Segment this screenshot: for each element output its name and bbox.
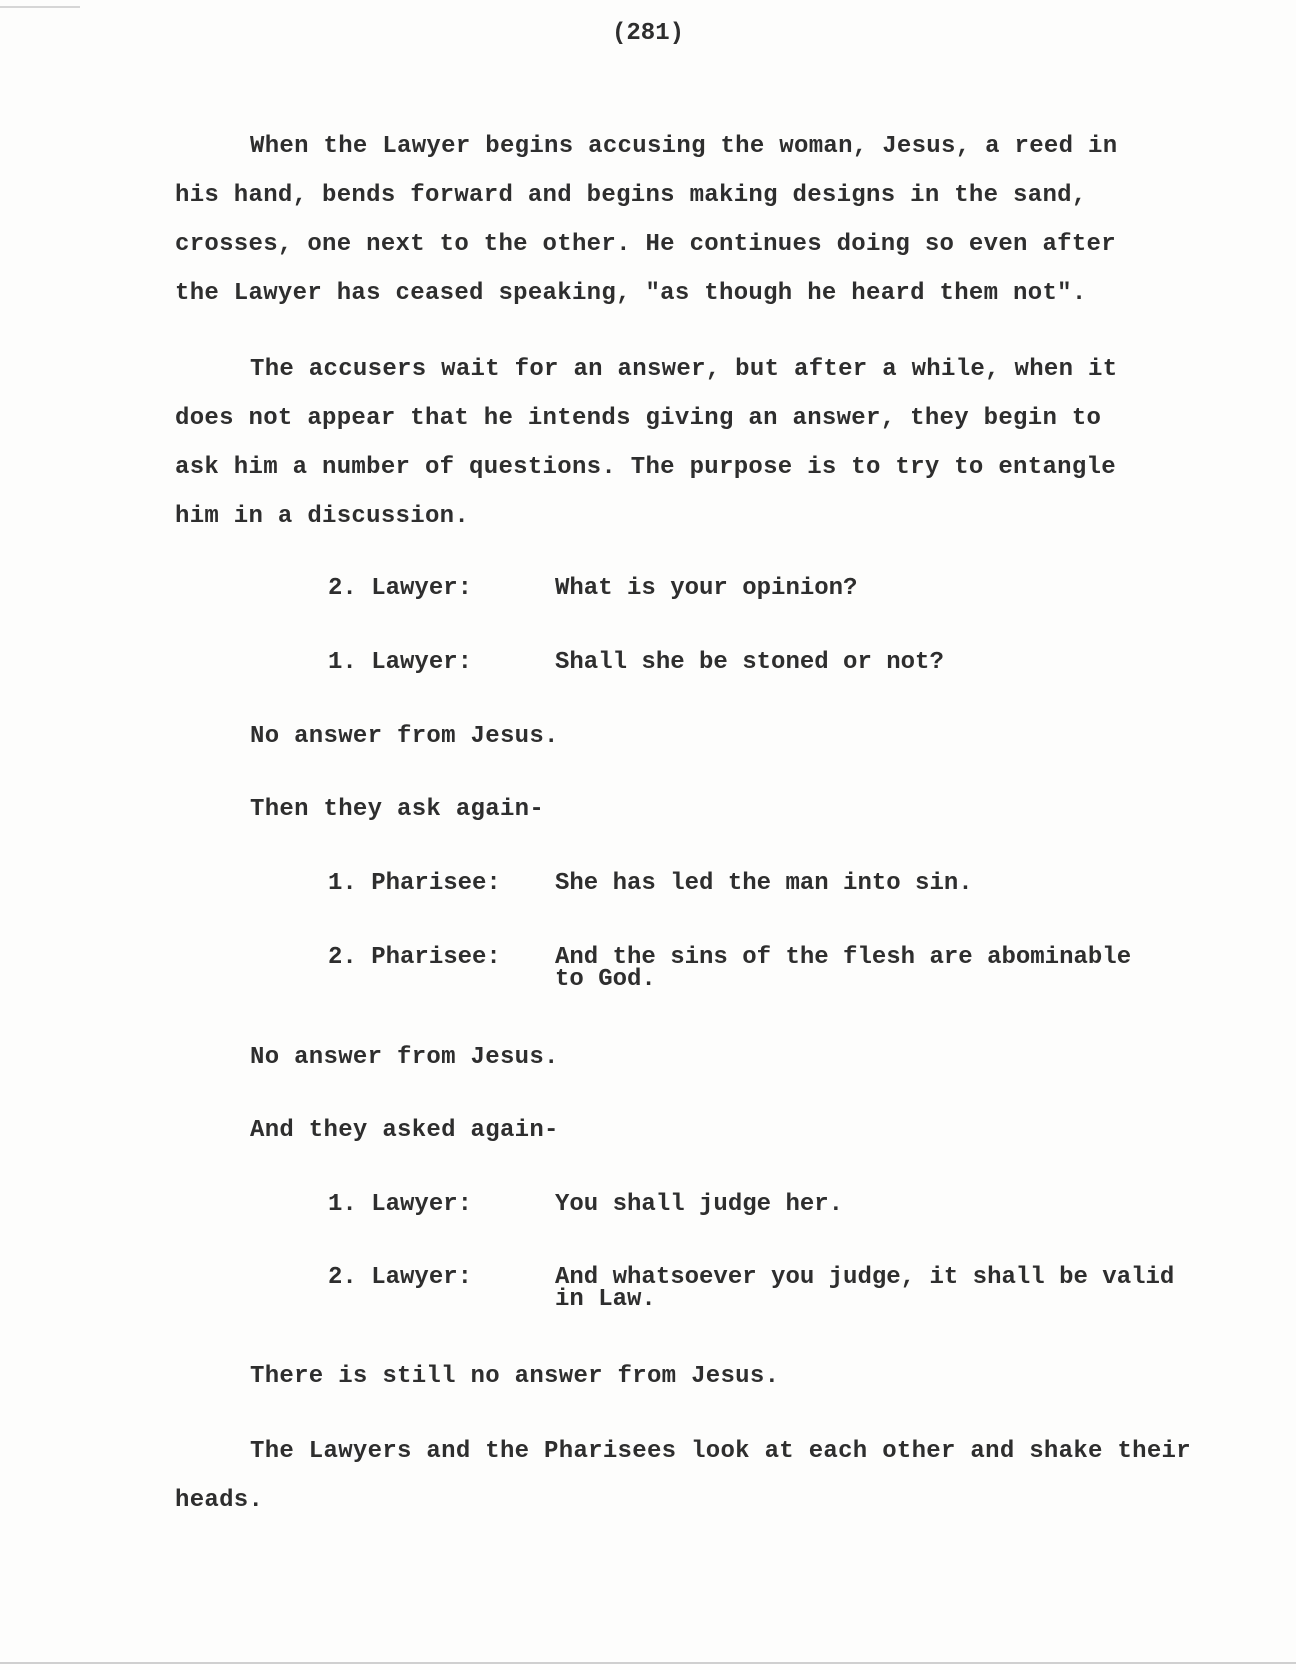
paragraph-1-line-1: When the Lawyer begins accusing the woman, Jesus, a reed in bbox=[250, 133, 1118, 160]
dialogue-line bbox=[555, 1266, 1174, 1312]
paragraph-2-line-3: ask him a number of questions. The purpose is to try to entangle bbox=[175, 454, 1116, 481]
dialogue-line-continuation: to God. bbox=[555, 966, 656, 993]
bottom-edge-line bbox=[0, 1662, 1296, 1664]
dialogue-line-text: Shall she be stoned or not? bbox=[555, 649, 944, 676]
dialogue-speaker: 1. Lawyer: bbox=[328, 649, 473, 676]
dialogue-line-text: You shall judge her. bbox=[555, 1191, 844, 1218]
dialogue-line-text: And the sins of the flesh are abominable bbox=[555, 944, 1132, 971]
paragraph-3-line-1: The Lawyers and the Pharisees look at each other and shake their bbox=[250, 1438, 1191, 1465]
dialogue-speaker: 2. Lawyer: bbox=[328, 1264, 473, 1291]
stage-direction-3: No answer from Jesus. bbox=[250, 1044, 559, 1071]
dialogue-line bbox=[555, 651, 944, 675]
paragraph-2-line-2: does not appear that he intends giving an answer, they begin to bbox=[175, 405, 1102, 432]
paragraph-1-line-3: crosses, one next to the other. He continues doing so even after bbox=[175, 231, 1116, 258]
stage-direction-2: Then they ask again- bbox=[250, 796, 545, 823]
dialogue-line bbox=[555, 946, 1131, 992]
paragraph-2-line-4: him in a discussion. bbox=[175, 503, 470, 530]
paragraph-1-line-2: his hand, bends forward and begins making designs in the sand, bbox=[175, 182, 1087, 209]
dialogue-speaker: 2. Lawyer: bbox=[328, 575, 473, 602]
dialogue-line bbox=[555, 577, 857, 601]
dialogue-line-continuation: in Law. bbox=[555, 1286, 656, 1313]
paragraph-3-line-2: heads. bbox=[175, 1487, 264, 1514]
dialogue-speaker: 1. Pharisee: bbox=[328, 870, 501, 897]
dialogue-line-text: What is your opinion? bbox=[555, 575, 858, 602]
stage-direction-1: No answer from Jesus. bbox=[250, 723, 559, 750]
dialogue-line bbox=[555, 872, 973, 896]
dialogue-line-text: And whatsoever you judge, it shall be valid bbox=[555, 1264, 1175, 1291]
stage-direction-4: And they asked again- bbox=[250, 1117, 559, 1144]
paragraph-2-line-1: The accusers wait for an answer, but after a while, when it bbox=[250, 356, 1118, 383]
dialogue-line bbox=[555, 1193, 843, 1217]
dialogue-speaker: 2. Pharisee: bbox=[328, 944, 501, 971]
dialogue-speaker: 1. Lawyer: bbox=[328, 1191, 473, 1218]
paragraph-1-line-4: the Lawyer has ceased speaking, "as though he heard them not". bbox=[175, 280, 1087, 307]
dialogue-line-text: She has led the man into sin. bbox=[555, 870, 973, 897]
top-left-edge-mark bbox=[0, 6, 80, 8]
page-number: (281) bbox=[611, 20, 684, 47]
stage-direction-5: There is still no answer from Jesus. bbox=[250, 1363, 780, 1390]
